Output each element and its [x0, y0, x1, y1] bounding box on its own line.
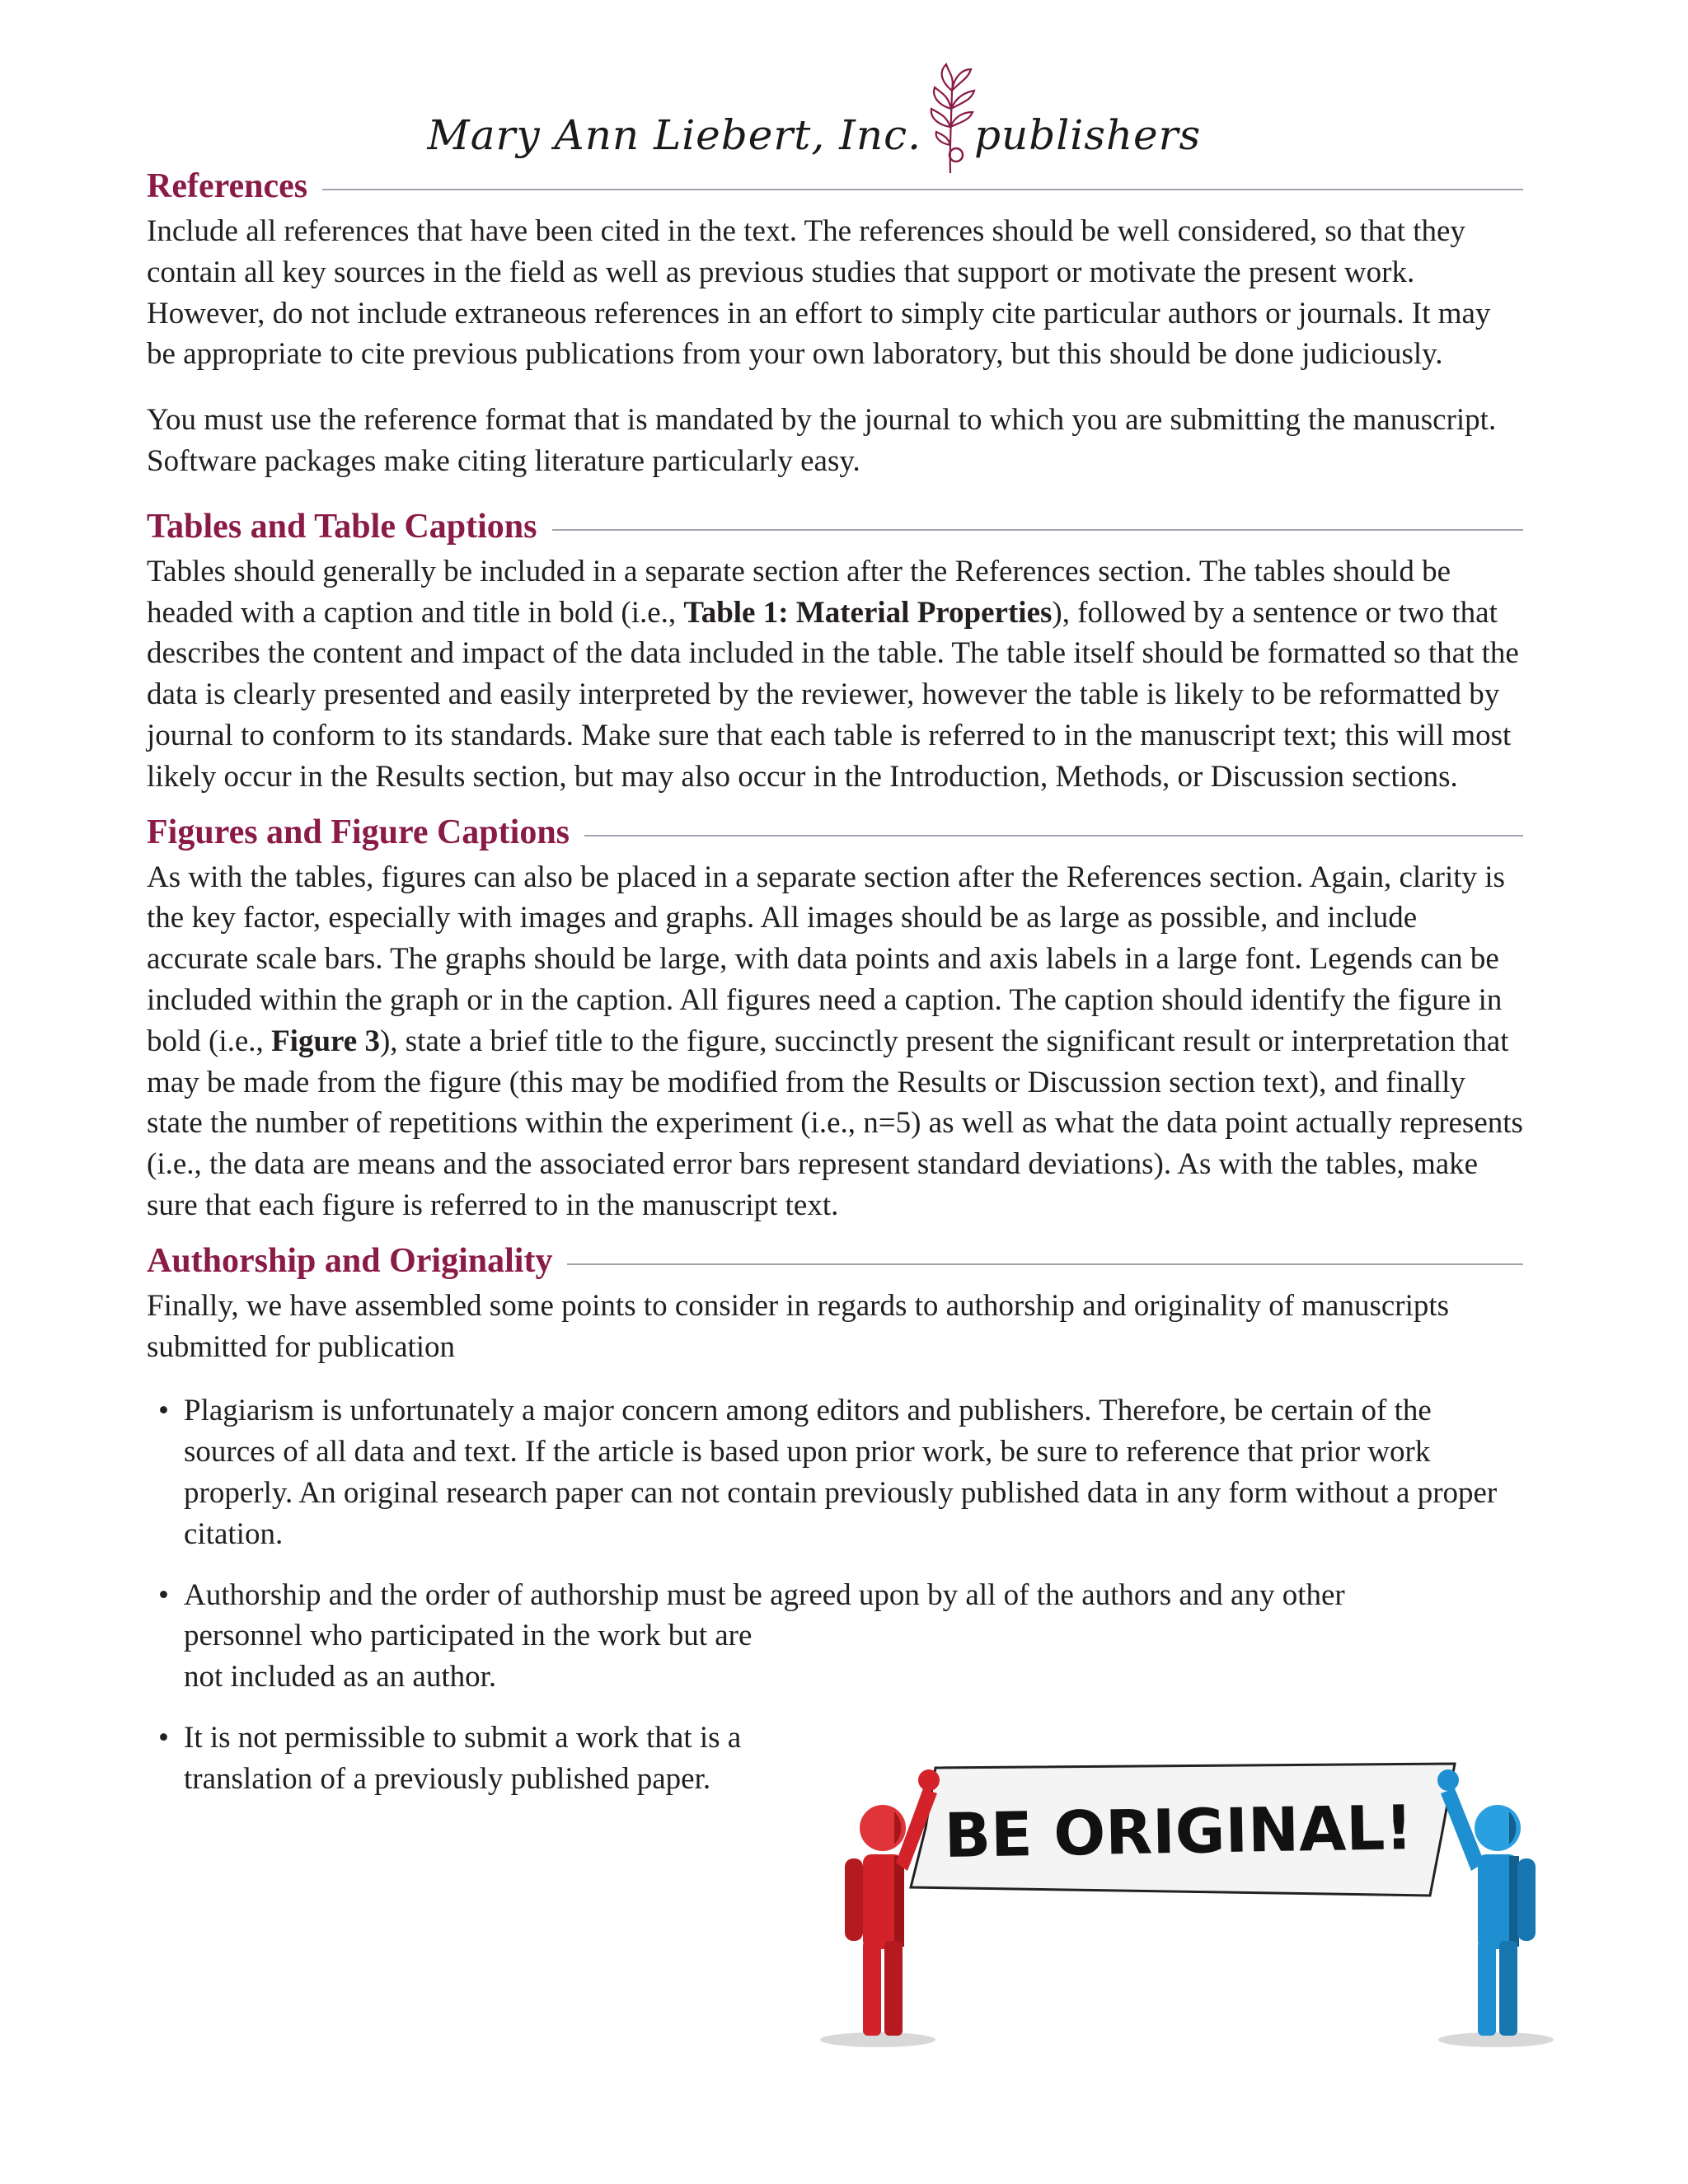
section-title: Figures and Figure Captions: [147, 813, 570, 851]
section-tables: [147, 502, 1523, 798]
paragraph: [147, 551, 1523, 798]
section-header: [147, 1236, 1523, 1286]
bold-example: Table 1: Material Properties: [683, 595, 1053, 630]
text-run: personnel who participated in the work but are: [184, 1619, 753, 1653]
paragraph: Include all references that have been cited in the text. The references should be well considered, so that they contain all key sources in the field as well as previous studies that support or motivate the present work. However, do not include extraneous references in an effort to simply cite particular authors or journals. It may be appropriate to cite previous publications from your own laboratory, but this should be done judiciously.: [147, 214, 1491, 372]
paragraph: [147, 857, 1523, 1226]
section-divider: [584, 835, 1523, 837]
blue-figure-icon: [1437, 1769, 1536, 2036]
section-title: References: [147, 167, 308, 205]
red-figure-icon: [845, 1769, 940, 2036]
section-header: [147, 808, 1523, 857]
blue-figure-shadow: [1438, 2032, 1554, 2047]
page-content: [147, 157, 1523, 1820]
paragraph: Finally, we have assembled some points to consider in regards to authorship and originality of manuscripts submitted for publication: [147, 1288, 1450, 1364]
section-figures: [147, 808, 1523, 1226]
section-divider: [322, 189, 1523, 190]
banner: [911, 1764, 1455, 1896]
text-run: Tables should generally be included in a separate section after the References section. The tables should be headed with a caption and title in bold (i.e.,: [147, 554, 1451, 630]
section-divider: [567, 1263, 1523, 1265]
section-header: [147, 502, 1523, 551]
publisher-tagline: publishers: [974, 111, 1202, 159]
be-original-illustration: [804, 1755, 1578, 2052]
publisher-name: Mary Ann Liebert, Inc.: [427, 111, 921, 159]
list-item: • It is not permissible to submit a work that is a translation of a previously published paper.: [147, 1718, 851, 1800]
text-run: Authorship and the order of authorship must be agreed upon by all of the authors and any other: [184, 1577, 1345, 1612]
section-title: Tables and Table Captions: [147, 507, 537, 546]
bullet-list: [147, 1390, 1523, 1799]
section-authorship: [147, 1236, 1523, 1800]
text-run: not included as an author.: [184, 1660, 497, 1694]
paragraph: You must use the reference format that is mandated by the journal to which you are submitting the manuscript. Software packages make citing literature particularly easy.: [147, 403, 1497, 478]
section-title: Authorship and Originality: [147, 1241, 553, 1280]
list-item: [147, 1575, 1523, 1698]
list-item: • Plagiarism is unfortunately a major concern among editors and publishers. Therefore, be certain of the sources of all data and text. If the article is based upon prior work, be sure to reference that prior work properly. An original research paper can not contain previously published data in any form without a proper citation.: [147, 1390, 1523, 1554]
section-divider: [552, 529, 1523, 531]
text-run: ), followed by a sentence or two that describes the content and impact of the data included in the table. The table itself should be formatted so that the data is clearly presented and easily interpreted by the reviewer, however the table is likely to be reformatted by journal to conform to its standards. Make sure that each table is referred to in the manuscript text; this will most likely occur in the Results section, but may also occur in the Introduction, Methods, or Discussion sections.: [147, 595, 1519, 794]
text-run: As with the tables, figures can also be placed in a separate section after the References section. Again, clarity is the key factor, especially with images and graphs. All images should be as large as possible, and include accurate scale bars. The graphs should be large, with data points and axis labels in a large font. Legends can be included within the graph or in the caption. All figures need a caption. The caption should identify the figure in bold (i.e.,: [147, 860, 1505, 1058]
section-references: [147, 162, 1523, 482]
section-header: [147, 162, 1523, 211]
page-header: [0, 33, 1688, 157]
bold-example: Figure 3: [271, 1024, 380, 1058]
banner-text: BE ORIGINAL!: [943, 1793, 1414, 1872]
text-run: ), state a brief title to the figure, succinctly present the significant result or interpretation that may be made from the figure (this may be modified from the Results or Discussion section text), and finally state the number of repetitions within the experiment (i.e., n=5) as well as what the data point actually represents (i.e., the data are means and the associated error bars represent standard deviations). As with the tables, make sure that each figure is referred to in the manuscript text.: [147, 1024, 1523, 1222]
